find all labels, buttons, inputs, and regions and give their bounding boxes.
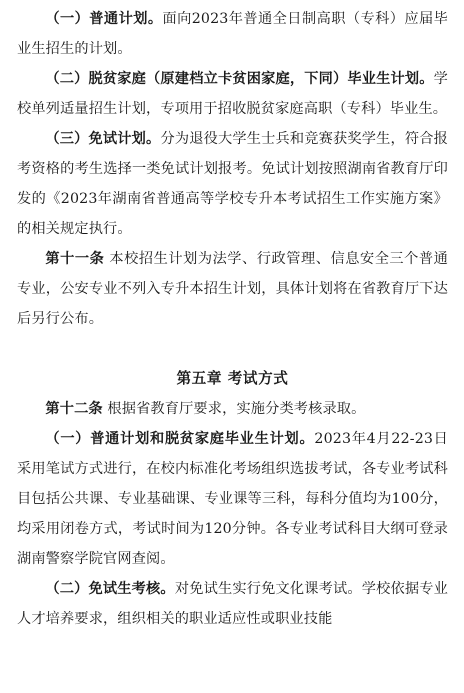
paragraph-lead: （二）免试生考核。	[45, 581, 175, 597]
paragraph-body: 对免试生实行免文化课考试。学校依据专业人才培养要求，组织相关的职业适应性或职业技能	[17, 581, 448, 627]
paragraph-body: 面向2023年普通全日制高职（专科）应届毕业生招生的计划。	[17, 11, 448, 57]
paragraph-body: 根据省教育厅要求，实施分类考核录取。	[102, 401, 366, 417]
paragraph-lead: 第十二条	[45, 401, 103, 417]
paragraph-body: 本校招生计划为法学、行政管理、信息安全三个普通专业，公安专业不列入专升本招生计划，具体计划将在省教育厅下达后另行公布。	[17, 251, 448, 327]
paragraph-lead: （二）脱贫家庭（原建档立卡贫困家庭，下同）毕业生计划。	[45, 71, 434, 87]
paragraph-body: 分为退役大学生士兵和竞赛获奖学生，符合报考资格的考生选择一类免试计划报考。免试计划按照湖南省教育厅印发的《2023年湖南省普通高等学校专升本考试招生工作实施方案》的相关规定执行。	[17, 131, 448, 237]
paragraph-ordinary-plan	[17, 4, 448, 64]
paragraph-body: 2023年4月22-23日采用笔试方式进行，在校内标准化考场组织选拔考试，各专业考试科目包括公共课、专业基础课、专业课等三科，每科分值均为100分，均采用闭卷方式，考试时间为120分钟。各专业考试科目大纲可登录湖南警察学院官网查阅。	[17, 431, 449, 567]
paragraph-body: 学校单列适量招生计划，专项用于招收脱贫家庭高职（专科）毕业生。	[17, 71, 448, 117]
paragraph-poverty-plan	[17, 64, 448, 124]
chapter-title: 第五章 考试方式	[176, 370, 289, 387]
paragraph-lead: （三）免试计划。	[45, 131, 161, 147]
paragraph-article-11	[17, 244, 448, 334]
paragraph-written-exam	[17, 424, 448, 574]
paragraph-exemption-assessment	[17, 574, 448, 634]
paragraph-lead: （一）普通计划和脱贫家庭毕业生计划。	[45, 431, 315, 447]
paragraph-exemption-plan	[17, 124, 448, 244]
blank-line	[17, 334, 448, 364]
paragraph-lead: 第十一条	[45, 251, 105, 267]
paragraph-article-12	[17, 394, 448, 424]
paragraph-lead: （一）普通计划。	[45, 11, 163, 27]
